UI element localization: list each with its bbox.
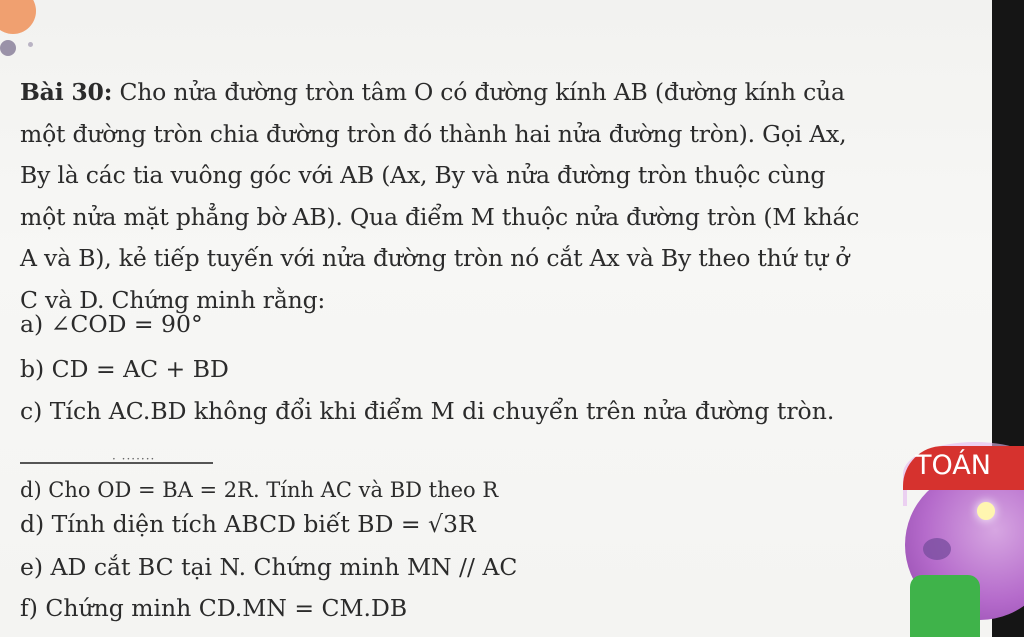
- problem-statement: [20, 72, 980, 321]
- gray-dot-decoration: [0, 40, 16, 56]
- part-a: a) ∠COD = 90°: [20, 310, 203, 338]
- extra-part-e: e) AD cắt BC tại N. Chứng minh MN // AC: [20, 553, 518, 581]
- part-b: b) CD = AC + BD: [20, 355, 229, 383]
- problem-line-1: [20, 72, 980, 114]
- orange-dot-decoration: [0, 0, 36, 34]
- extra-part-d1: d) Cho OD = BA = 2R. Tính AC và BD theo R: [20, 478, 499, 502]
- logo-green-block: [910, 575, 980, 637]
- logo-text: TOÁN: [915, 450, 991, 481]
- problem-line-2: một đường tròn chia đường tròn đó thành hai nửa đường tròn). Gọi Ax,: [20, 119, 847, 148]
- problem-line-1-text: Cho nửa đường tròn tâm O có đường kính AB (đường kính của: [112, 78, 845, 106]
- sparkle-icon: [977, 502, 995, 520]
- logo-blob: [923, 538, 951, 560]
- problem-line-5: A và B), kẻ tiếp tuyến với nửa đường tròn nó cắt Ax và By theo thứ tự ở: [20, 244, 850, 272]
- problem-number: Bài 30:: [20, 78, 113, 106]
- extra-part-d2: d) Tính diện tích ABCD biết BD = √3R: [20, 510, 476, 538]
- extra-part-f: f) Chứng minh CD.MN = CM.DB: [20, 594, 408, 622]
- part-c: c) Tích AC.BD không đổi khi điểm M di chuyển trên nửa đường tròn.: [20, 397, 835, 425]
- problem-line-4: một nửa mặt phẳng bờ AB). Qua điểm M thuộc nửa đường tròn (M khác: [20, 202, 860, 231]
- problem-line-3: By là các tia vuông góc với AB (Ax, By và nửa đường tròn thuộc cùng: [20, 161, 826, 189]
- small-dot-decoration: [28, 42, 33, 47]
- toan-logo: [895, 430, 1024, 637]
- separator-dots: · ·······: [112, 452, 156, 466]
- problem-line-6: C và D. Chứng minh rằng:: [20, 285, 326, 314]
